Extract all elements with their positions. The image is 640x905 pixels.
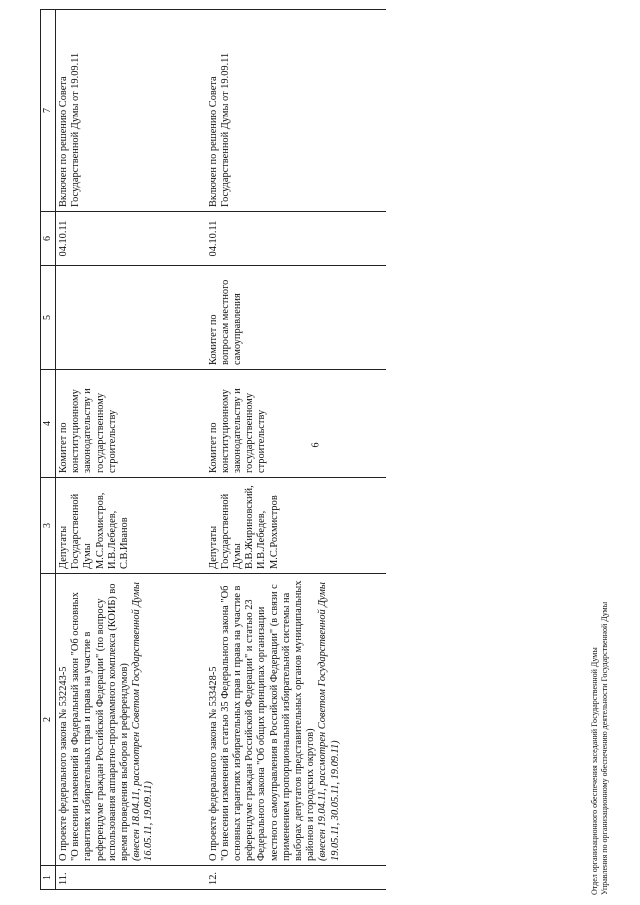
- column-header: 2: [41, 574, 56, 866]
- bill-description: "О внесении изменений в статью 35 Федерального закона "Об основных гарантиях избирательных прав и права на участие в референдуме граждан Российской Федерации" и статью 23 Федерального закона "Об общих принципах организации местного самоуправления в Российской Федерации" (в связи с применением пропорциональной избирательной системы на выборах депутатов представительных органов муниципальных районов и городских округов): [219, 580, 317, 861]
- column-header: 6: [41, 212, 56, 266]
- authors-cell: Депутаты Государственной Думы М.С.Рохмистров, И.В.Лебедев, С.В.Иванов: [56, 478, 206, 574]
- authors-cell: Депутаты Государственной Думы В.В.Жириновский, И.В.Лебедев, М.С.Рохмистров: [206, 478, 386, 574]
- table-row: [206, 10, 386, 890]
- rotated-page: [40, 10, 620, 890]
- agenda-table: [40, 9, 386, 890]
- column-header: 4: [41, 370, 56, 478]
- co-committee-cell: [56, 266, 206, 370]
- bill-description: "О внесении изменений в Федеральный закон "Об основных гарантиях избирательных прав и права на участие в референдуме граждан Российской Федерации" (по вопросу использования аппаратно-программного комплекса (КОИБ) во время проведения выборов и референдумов): [70, 583, 131, 861]
- bill-title: О проекте федерального закона № 533428-5: [207, 666, 219, 861]
- row-number: 11.: [56, 866, 206, 890]
- header-row: [41, 10, 56, 890]
- row-number: 12.: [206, 866, 386, 890]
- column-header: 5: [41, 266, 56, 370]
- committee-cell: Комитет по конституционному законодательству и государственному строительству: [56, 370, 206, 478]
- date-cell: 04.10.11: [56, 212, 206, 266]
- column-header: 1: [41, 866, 56, 890]
- bill-title: О проекте федерального закона № 532243-5: [58, 666, 69, 861]
- bill-cell: [56, 574, 206, 866]
- committee-cell: Комитет по конституционному законодательству и государственному строительству: [206, 370, 386, 478]
- footer-line: Отдел организационного обеспечения заседаний Государственной Думы: [590, 647, 599, 895]
- decision-cell: Включен по решению Совета Государственной Думы от 19.09.11: [206, 10, 386, 212]
- column-header: 7: [41, 10, 56, 212]
- co-committee-cell: Комитет по вопросам местного самоуправления: [206, 266, 386, 370]
- decision-cell: Включен по решению Совета Государственной Думы от 19.09.11: [56, 10, 206, 212]
- table-row: [56, 10, 206, 890]
- bill-note: (внесен 19.04.11, рассмотрен Советом Государственной Думы 19.05.11, 30.05.11, 19.09.11): [317, 582, 341, 861]
- page-number: 6: [310, 442, 322, 448]
- column-header: 3: [41, 478, 56, 574]
- date-cell: 04.10.11: [206, 212, 386, 266]
- bill-note: (внесен 18.04.11, рассмотрен Советом Государственной Думы 16.05.11, 19.09.11): [131, 582, 155, 861]
- page-footer: [590, 602, 610, 895]
- footer-line: Управления по организационному обеспечению деятельности Государственной Думы: [600, 601, 609, 895]
- bill-cell: [206, 574, 386, 866]
